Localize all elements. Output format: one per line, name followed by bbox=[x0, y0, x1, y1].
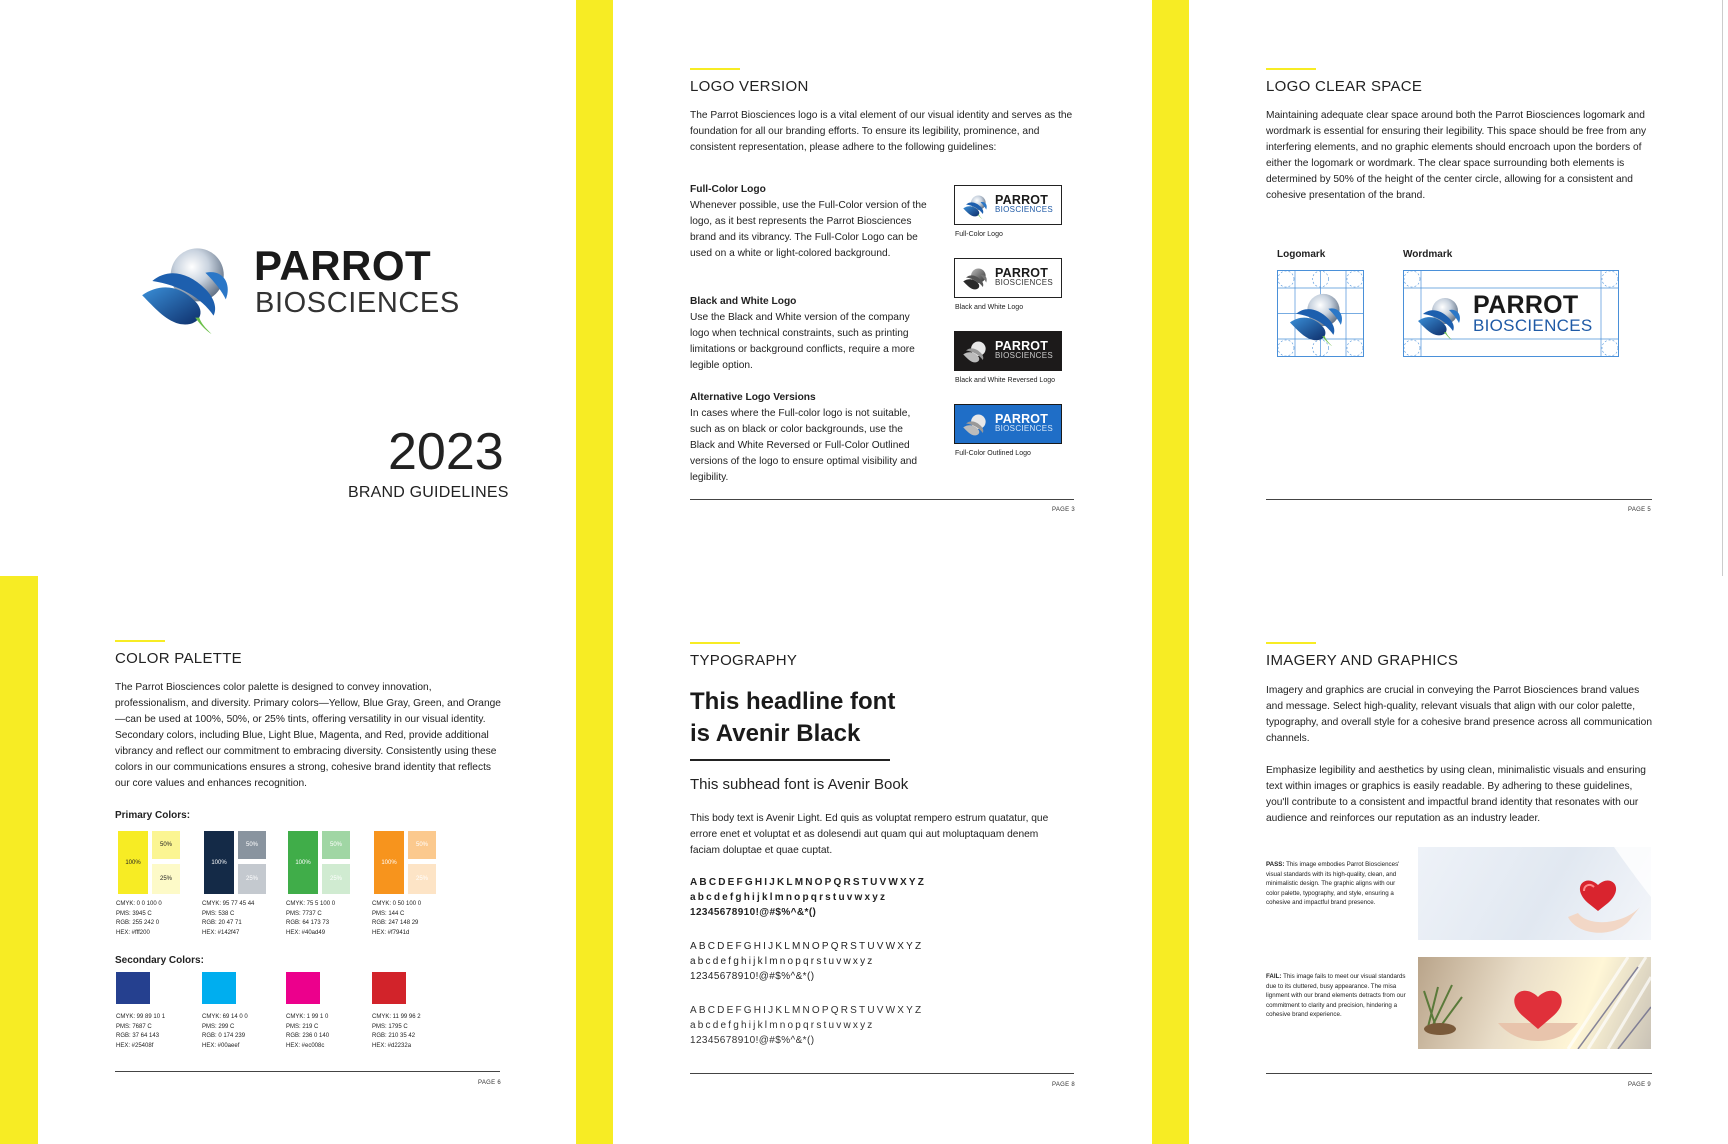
color-palette-page bbox=[115, 640, 590, 667]
spec-line: PMS: 299 C bbox=[202, 1023, 235, 1030]
spec-line: PMS: 1795 C bbox=[372, 1023, 408, 1030]
pass-caption bbox=[1266, 860, 1406, 908]
footer-rule bbox=[115, 1071, 500, 1072]
heart-in-hands-busy-icon bbox=[1418, 957, 1651, 1049]
swatch-50: 50% bbox=[152, 831, 180, 859]
section-accent-line bbox=[1266, 642, 1316, 644]
alphabet-upper: ABCDEFGHIJKLMNOPQRSTUVWXYZ bbox=[690, 1005, 924, 1016]
swatch-50: 50% bbox=[322, 831, 350, 859]
footer-rule bbox=[690, 1073, 1074, 1074]
sample-wordmark: PARROT bbox=[995, 193, 1049, 207]
footer-rule bbox=[1266, 499, 1652, 500]
section-accent-line bbox=[690, 642, 740, 644]
spec-line: CMYK: 99 89 10 1 bbox=[116, 1014, 166, 1020]
sample-subword: BIOSCIENCES bbox=[995, 351, 1053, 360]
spec-line: HEX: #d2232a bbox=[372, 1042, 412, 1049]
swatch-25: 25% bbox=[238, 864, 266, 894]
page-number: PAGE 5 bbox=[1628, 507, 1652, 513]
section-text: Use the Black and White version of the company logo when technical constraints, such as printing limitations or background conflicts, require a more legible option. bbox=[690, 312, 915, 371]
section-text: In cases where the Full-color logo is not suitable, such as on black or color backgrounds, use the Black and White Reversed or Full-Color Outlined versions of the logo to ensure optimal visibility and legibility. bbox=[690, 408, 918, 483]
swatch-50: 50% bbox=[238, 831, 266, 859]
spec-line: HEX: #f7941d bbox=[372, 929, 410, 936]
spec-line: CMYK: 95 77 45 44 bbox=[202, 901, 255, 907]
fail-text: This image fails to meet our visual standards due to its cluttered, busy appearance. The misa lignment with our brand elements detracts from our commitment to clarity and precision, hindering a cohesive brand experience. bbox=[1266, 973, 1406, 1018]
color-specs bbox=[202, 900, 254, 938]
headline-sample-line2: is Avenir Black bbox=[690, 720, 861, 747]
spec-line: RGB: 37 64 143 bbox=[116, 1033, 160, 1039]
logo-version-page bbox=[690, 68, 1165, 95]
secondary-swatch bbox=[202, 972, 236, 1004]
alphabet-upper: ABCDEFGHIJKLMNOPQRSTUVWXYZ bbox=[690, 941, 924, 952]
secondary-colors-label: Secondary Colors: bbox=[115, 955, 204, 966]
swatch-25: 25% bbox=[322, 864, 350, 894]
color-specs bbox=[372, 900, 421, 938]
parrot-logo-icon bbox=[961, 191, 989, 219]
pass-label: PASS: bbox=[1266, 861, 1285, 868]
alphabet-numbers: 12345678910!@#$%^&*() bbox=[690, 971, 815, 982]
spec-line: CMYK: 1 99 1 0 bbox=[286, 1014, 329, 1020]
spec-line: PMS: 7737 C bbox=[286, 910, 322, 917]
pass-example-image bbox=[1418, 847, 1651, 940]
color-specs bbox=[116, 1013, 165, 1051]
spec-line: CMYK: 0 50 100 0 bbox=[372, 901, 422, 907]
logo-sample-bw-reversed bbox=[954, 331, 1062, 371]
clear-space-title: LOGO CLEAR SPACE bbox=[1266, 78, 1423, 95]
spec-line: RGB: 210 35 42 bbox=[372, 1033, 416, 1039]
spec-line: HEX: #25408f bbox=[116, 1042, 154, 1049]
color-specs bbox=[286, 1013, 329, 1051]
sample-subword: BIOSCIENCES bbox=[995, 278, 1053, 287]
alphabet-set-light bbox=[690, 1003, 923, 1048]
spec-line: RGB: 255 242 0 bbox=[116, 920, 160, 926]
alphabet-set-book bbox=[690, 939, 923, 984]
clear-space-intro: Maintaining adequate clear space around both the Parrot Biosciences logomark and wordmark is essential for ensuring their legibility. This space should be free from any interfering elements, and no graphic elements should encroach upon the borders of either the logomark or wordmark. The clear space surrounding both elements is determined by 50% of the height of the center circle, allowing for a consistent and cohesive presentation of the brand. bbox=[1266, 110, 1647, 201]
page-number: PAGE 6 bbox=[478, 1080, 502, 1086]
sample-wordmark: PARROT bbox=[995, 339, 1049, 353]
spec-line: PMS: 219 C bbox=[286, 1023, 319, 1030]
sample-subword: BIOSCIENCES bbox=[995, 424, 1053, 433]
spec-line: PMS: 7687 C bbox=[116, 1023, 152, 1030]
spec-line: CMYK: 75 5 100 0 bbox=[286, 901, 336, 907]
spec-line: PMS: 538 C bbox=[202, 910, 235, 917]
parrot-logo-icon bbox=[961, 264, 989, 292]
swatch-100: 100% bbox=[118, 831, 148, 894]
fail-example-image bbox=[1418, 957, 1651, 1049]
cover-brand-line1: PARROT bbox=[254, 242, 432, 289]
body-sample: This body text is Avenir Light. Ed quis as voluptat rempero estrum quatatur, que errore enet et voluptat et as dolesendi aut quam qui aut moluptaquam denem faciam doluptae et quae cuptat. bbox=[690, 813, 1049, 856]
spec-line: RGB: 20 47 71 bbox=[202, 920, 242, 926]
logo-version-section-fullcolor bbox=[690, 182, 930, 262]
swatch-100: 100% bbox=[374, 831, 404, 894]
section-heading: Black and White Logo bbox=[690, 296, 797, 307]
cover-subtitle: BRAND GUIDELINES bbox=[348, 484, 509, 501]
alphabet-lower: abcdefghijklmnopqrstuvwxyz bbox=[690, 892, 888, 903]
color-specs bbox=[116, 900, 162, 938]
logo-version-intro: The Parrot Biosciences logo is a vital element of our visual identity and serves as the foundation for all our branding efforts. To ensure its legibility, prominence, and consistent representation, please adhere to the following guidelines: bbox=[690, 110, 1073, 153]
fail-caption bbox=[1266, 972, 1406, 1020]
alphabet-upper: ABCDEFGHIJKLMNOPQRSTUVWXYZ bbox=[690, 877, 927, 888]
spec-line: PMS: 3945 C bbox=[116, 910, 152, 917]
cover-year: 2023 bbox=[388, 423, 504, 481]
logomark-clearspace-diagram bbox=[1277, 270, 1364, 357]
color-palette-title: COLOR PALETTE bbox=[115, 650, 242, 667]
secondary-swatch bbox=[116, 972, 150, 1004]
swatch-100: 100% bbox=[204, 831, 234, 894]
subhead-sample: This subhead font is Avenir Book bbox=[690, 776, 909, 793]
parrot-logo-icon bbox=[126, 232, 244, 334]
spec-line: RGB: 236 0 140 bbox=[286, 1033, 330, 1039]
pass-text: This image embodies Parrot Biosciences' visual standards with its high-quality, clean, and minimalistic design. The graphic aligns with our color palette, typography, and style, ensuring a cohesive and impactful brand presence. bbox=[1266, 861, 1400, 906]
page-number: PAGE 8 bbox=[1052, 1082, 1076, 1088]
imagery-title: IMAGERY AND GRAPHICS bbox=[1266, 652, 1459, 669]
footer-rule bbox=[690, 499, 1074, 500]
swatch-25: 25% bbox=[408, 864, 436, 894]
logo-caption: Black and White Logo bbox=[955, 304, 1024, 311]
sample-wordmark: PARROT bbox=[995, 412, 1049, 426]
sample-subword: BIOSCIENCES bbox=[995, 205, 1053, 214]
logo-caption: Full-Color Outlined Logo bbox=[955, 450, 1031, 457]
section-heading: Full-Color Logo bbox=[690, 184, 766, 195]
page-number: PAGE 9 bbox=[1628, 1082, 1652, 1088]
spec-line: HEX: #ec008c bbox=[286, 1042, 325, 1049]
color-specs bbox=[372, 1013, 421, 1051]
imagery-paragraph-1: Imagery and graphics are crucial in conveying the Parrot Biosciences brand values and message. Select high-quality, relevant visuals that align with our color palette, typography, and overall style for a cohesive brand presence across all communication channels. bbox=[1266, 685, 1653, 744]
section-accent-line bbox=[115, 640, 165, 642]
heart-in-hands-icon bbox=[1418, 847, 1651, 940]
headline-underline bbox=[690, 759, 890, 761]
spec-line: CMYK: 69 14 0 0 bbox=[202, 1014, 248, 1020]
alphabet-numbers: 12345678910!@#$%^&*() bbox=[690, 907, 817, 918]
alphabet-set-black bbox=[690, 875, 926, 920]
spec-line: HEX: #40ad49 bbox=[286, 929, 326, 936]
spec-line: RGB: 247 148 29 bbox=[372, 920, 419, 926]
typography-title: TYPOGRAPHY bbox=[690, 652, 798, 669]
imagery-paragraph-2: Emphasize legibility and aesthetics by using clean, minimalistic visuals and ensuring text within images or graphics is easily readable. By adhering to these guidelines, you'll contribute to a consistent and impactful brand identity that resonates with our audience and reinforces our reputation as an industry leader. bbox=[1266, 765, 1646, 824]
spec-line: PMS: 144 C bbox=[372, 910, 405, 917]
secondary-swatch bbox=[372, 972, 406, 1004]
wordmark-label: Wordmark bbox=[1403, 249, 1453, 260]
spec-line: RGB: 0 174 239 bbox=[202, 1033, 246, 1039]
spec-line: HEX: #00aeef bbox=[202, 1042, 240, 1049]
clear-space-wordmark-line2: BIOSCIENCES bbox=[1473, 316, 1593, 335]
section-accent-line bbox=[1266, 68, 1316, 70]
cover-brand-line2: BIOSCIENCES bbox=[255, 287, 460, 319]
logo-sample-fullcolor bbox=[954, 185, 1062, 225]
section-accent-line bbox=[690, 68, 740, 70]
section-text: Whenever possible, use the Full-Color version of the logo, as it best represents the Parrot Biosciences brand and its vibrancy. The Full-Color Logo can be used on a white or light-colored background. bbox=[690, 200, 927, 259]
logo-version-section-alt bbox=[690, 390, 930, 486]
logo-sample-bw bbox=[954, 258, 1062, 298]
color-palette-intro: The Parrot Biosciences color palette is designed to convey innovation, professionalism, and diversity. Primary colors—Yellow, Blue Gray, Green, and Orange—can be used at 100%, 50%, or 25% tints, offering versatility in our visual identity. Secondary colors, including Blue, Light Blue, Magenta, and Red, provide additional vibrancy and reflect our commitment to embracing diversity. Consistently using these colors in our communications ensures a strong, cohesive brand identity that reflects our core values and enhances recognition. bbox=[115, 682, 501, 789]
yellow-spine-3 bbox=[0, 576, 38, 1144]
logo-sample-outlined bbox=[954, 404, 1062, 444]
clear-space-wordmark-line1: PARROT bbox=[1473, 291, 1579, 319]
parrot-logo-icon bbox=[961, 410, 989, 438]
logo-caption: Black and White Reversed Logo bbox=[955, 377, 1055, 384]
imagery-page bbox=[1266, 642, 1728, 669]
logo-version-section-bw bbox=[690, 294, 930, 374]
swatch-50: 50% bbox=[408, 831, 436, 859]
secondary-swatch bbox=[286, 972, 320, 1004]
spec-line: HEX: #fff200 bbox=[116, 929, 150, 936]
clear-space-page bbox=[1266, 68, 1728, 95]
primary-colors-label: Primary Colors: bbox=[115, 810, 191, 821]
color-specs bbox=[286, 900, 335, 938]
sample-wordmark: PARROT bbox=[995, 266, 1049, 280]
fail-label: FAIL: bbox=[1266, 973, 1282, 980]
color-specs bbox=[202, 1013, 248, 1051]
parrot-logo-icon bbox=[961, 337, 989, 365]
typography-page bbox=[690, 642, 1165, 669]
spec-line: CMYK: 0 0 100 0 bbox=[116, 901, 162, 907]
alphabet-lower: abcdefghijklmnopqrstuvwxyz bbox=[690, 1020, 875, 1031]
swatch-100: 100% bbox=[288, 831, 318, 894]
headline-sample-line1: This headline font bbox=[690, 688, 896, 715]
swatch-25: 25% bbox=[152, 864, 180, 894]
alphabet-lower: abcdefghijklmnopqrstuvwxyz bbox=[690, 956, 875, 967]
logo-version-title: LOGO VERSION bbox=[690, 78, 809, 95]
spec-line: RGB: 64 173 73 bbox=[286, 920, 330, 926]
section-heading: Alternative Logo Versions bbox=[690, 392, 816, 403]
footer-rule bbox=[1266, 1073, 1652, 1074]
alphabet-numbers: 12345678910!@#$%^&*() bbox=[690, 1035, 815, 1046]
logomark-label: Logomark bbox=[1277, 249, 1326, 260]
spec-line: CMYK: 11 99 96 2 bbox=[372, 1014, 421, 1020]
yellow-spine-2 bbox=[1152, 0, 1189, 1144]
page-number: PAGE 3 bbox=[1052, 507, 1076, 513]
logo-caption: Full-Color Logo bbox=[955, 231, 1003, 238]
spec-line: HEX: #142f47 bbox=[202, 929, 240, 936]
yellow-spine-1 bbox=[576, 0, 613, 1144]
